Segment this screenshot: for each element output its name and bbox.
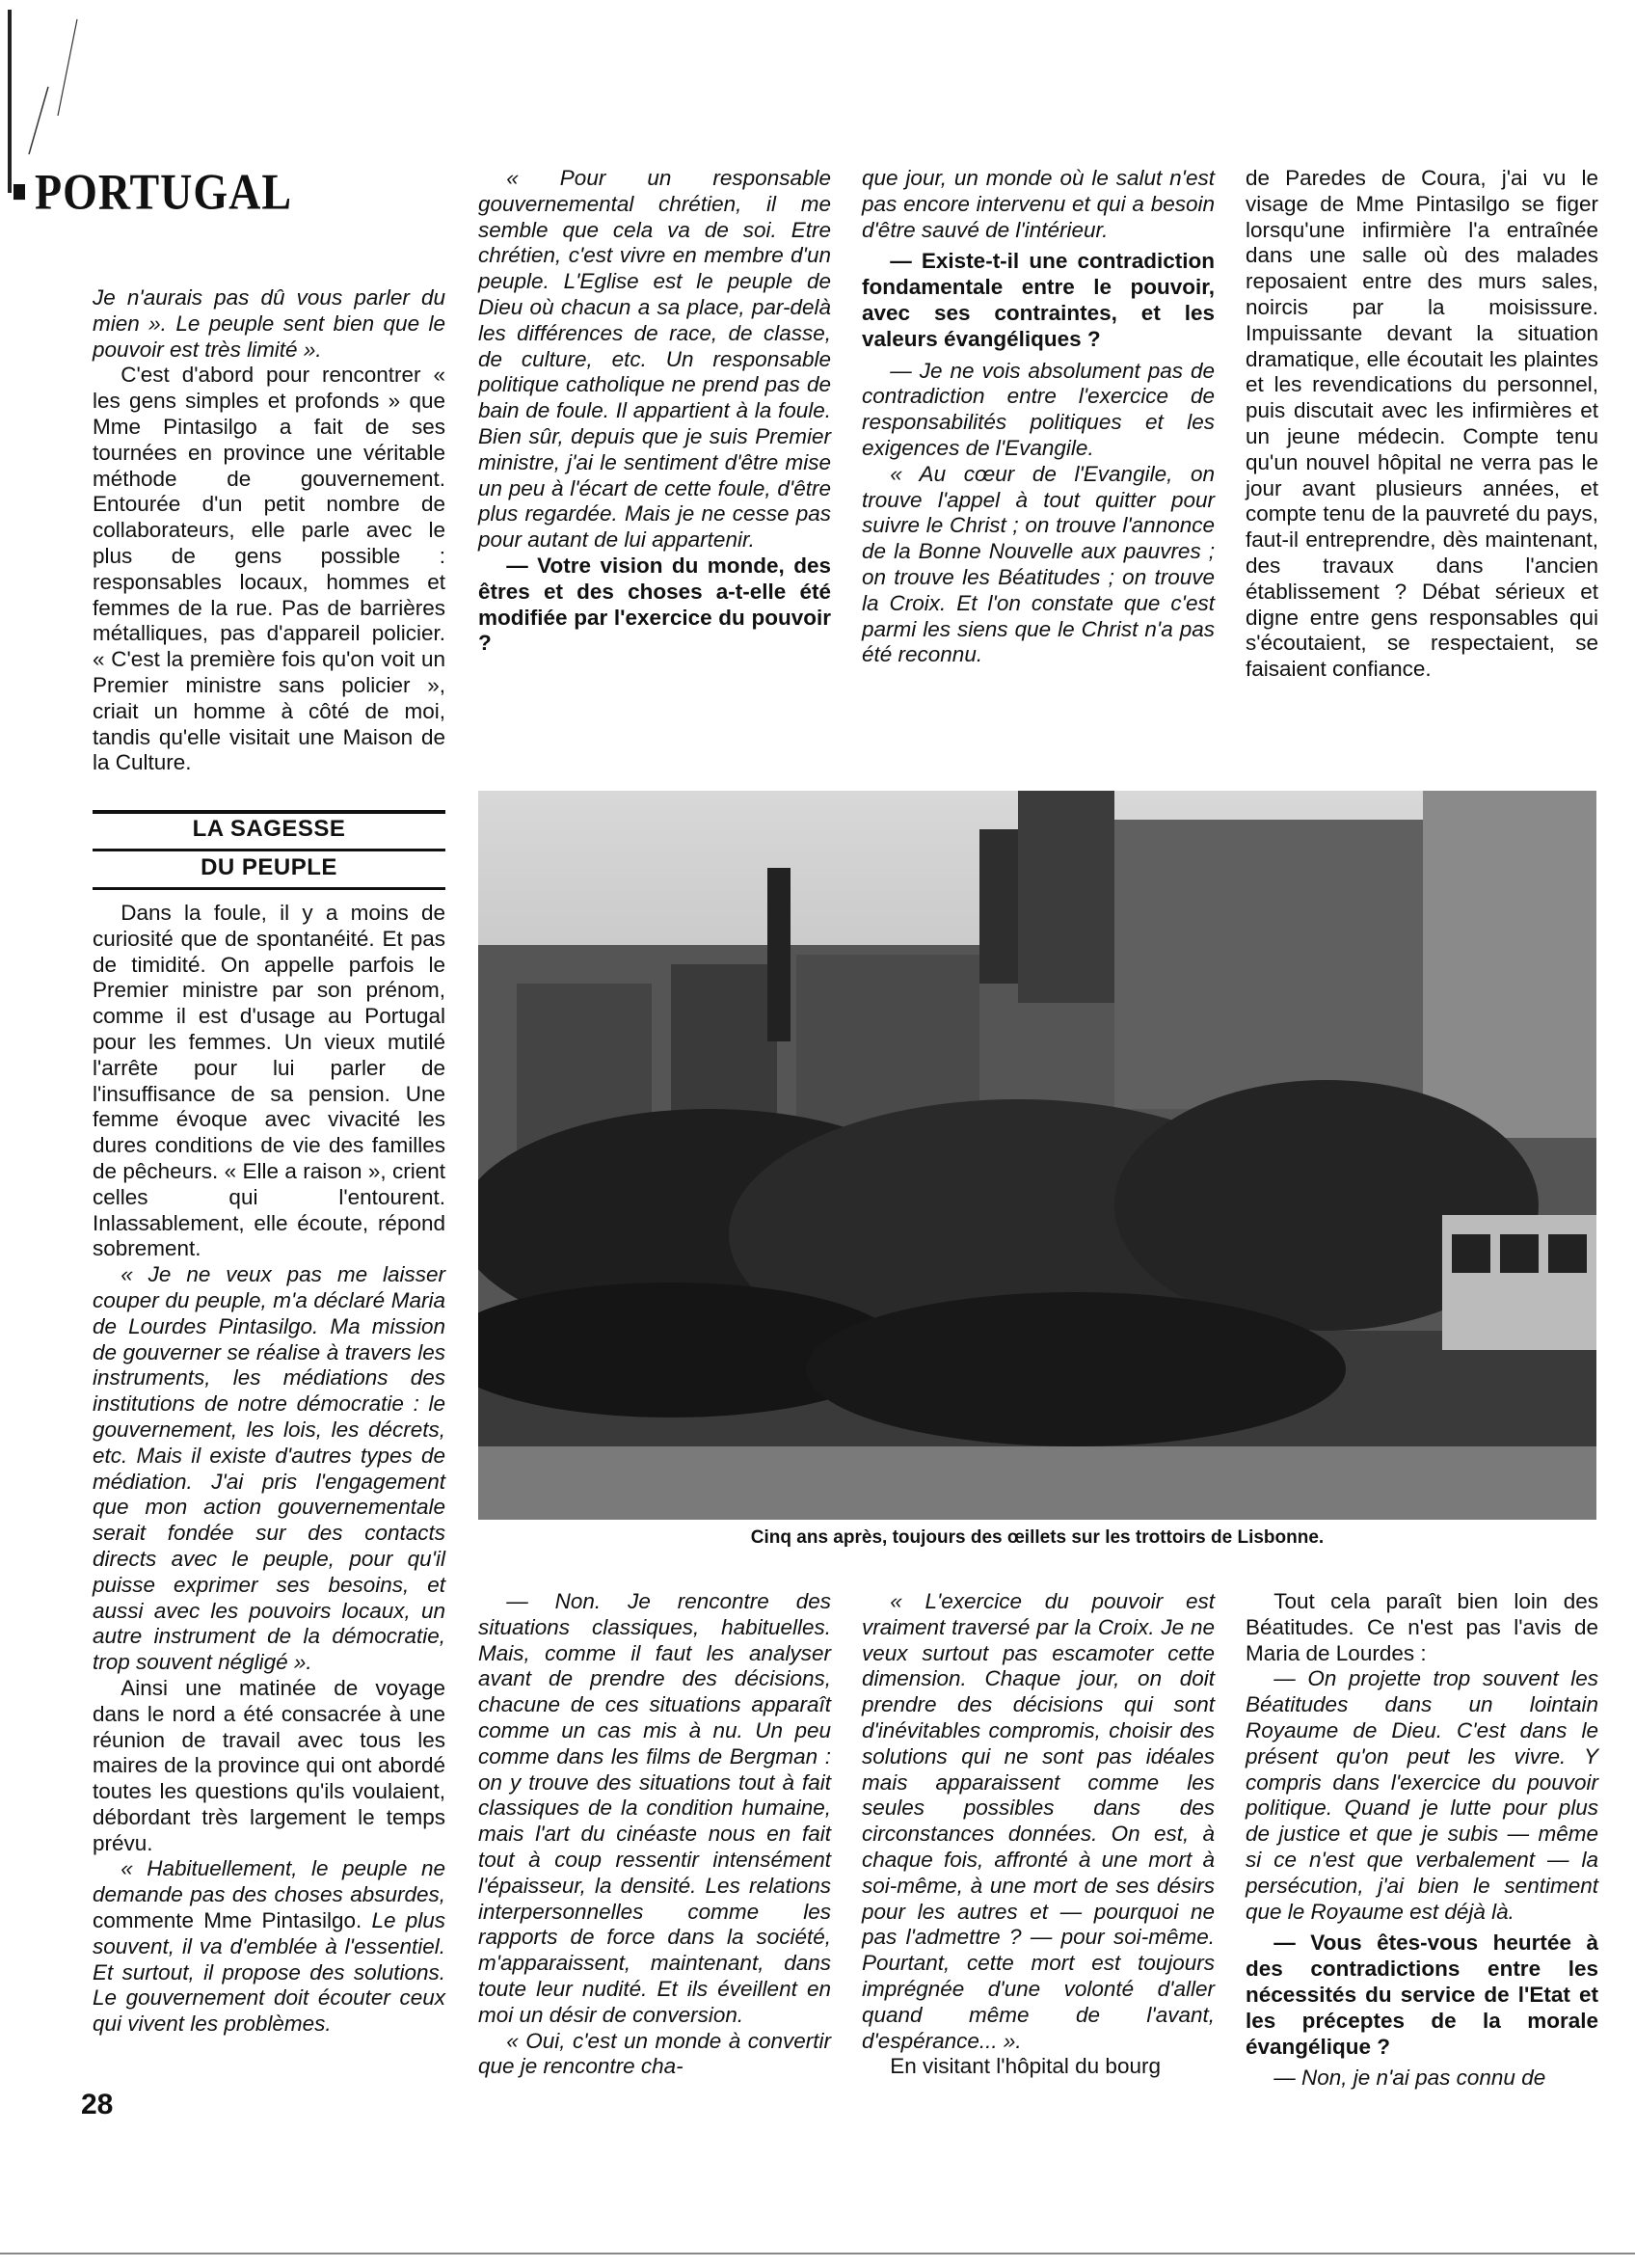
paragraph [93, 1856, 445, 2038]
paragraph: En visitant l'hôpital du bourg [890, 2054, 1161, 2079]
paragraph: « Oui, c'est un monde à convertir que je rencontre cha- [478, 2028, 831, 2079]
subhead-rule-mid [93, 849, 445, 851]
quote-part: Le plus souvent, il va d'emblée à l'essentiel. Et surtout, il propose des solutions. Le gouvernement doit écouter ceux qui vivent les problèmes. [93, 1908, 445, 2037]
column-3-bottom [862, 1589, 1215, 2080]
paragraph: — Je ne vois absolument pas de contradiction entre l'exercice de responsabilités politiques et les exigences de l'Evangile. [862, 358, 1215, 460]
interview-question: — Votre vision du monde, des êtres et des choses a-t-elle été modifiée par l'exercice du pouvoir ? [478, 553, 831, 656]
paragraph: Dans la foule, il y a moins de curiosité que de spontanéité. Et pas de timidité. On appelle parfois le Premier ministre par son prénom, comme il est d'usage au Portugal pour les femmes. Un vieux mutilé l'arrête pour lui parler de l'insuffisance de sa pension. Une femme évoque avec vivacité les dures conditions de vie des familles de pêcheurs. « Elle a raison », crient celles qui l'entourent. Inlassablement, elle écoute, répond sobrement. [93, 901, 445, 1261]
kicker-square-icon [13, 185, 25, 201]
page-number: 28 [81, 2089, 114, 2120]
paragraph: Je n'aurais pas dû vous parler du mien ». Le peuple sent bien que le pouvoir est très limité ». [93, 285, 445, 362]
column-4-bottom [1246, 1589, 1598, 2092]
column-4-top [1246, 166, 1598, 683]
paragraph: C'est d'abord pour rencontrer « les gens simples et profonds » que Mme Pintasilgo a fait de ses tournées en province une véritable méthode de gouvernement. Entourée d'un petit nombre de collaborateurs, elle parle avec le plus de gens possible : responsables locaux, hommes et femmes de la rue. Pas de barrières métalliques, pas d'appareil policier. « C'est la première fois qu'on voit un Premier ministre sans policier », criait un homme à côté de moi, tandis qu'elle visitait une Maison de la Culture. [93, 363, 445, 775]
photo-caption: Cinq ans après, toujours des œillets sur les trottoirs de Lisbonne. [750, 1527, 1325, 1548]
kicker-label: PORTUGAL [35, 163, 293, 220]
interview-question: — Vous êtes-vous heurtée à des contradictions entre les nécessités du service de l'Etat et les préceptes de la morale évangélique ? [1246, 1930, 1598, 2059]
column-3-top [862, 166, 1215, 668]
subhead-line-1: LA SAGESSE [192, 816, 346, 842]
subhead-rule-bottom [93, 887, 445, 890]
street-photo [478, 791, 1596, 1520]
photo-illustration [478, 791, 1596, 1520]
subhead-rule-top [93, 810, 445, 814]
bottom-scan-edge [0, 2253, 1635, 2254]
section-kicker [13, 162, 292, 221]
paragraph: que jour, un monde où le salut n'est pas encore intervenu et qui a besoin d'être sauvé de l'intérieur. [862, 166, 1215, 242]
column-2-bottom [478, 1589, 831, 2080]
paragraph: de Paredes de Coura, j'ai vu le visage de Mme Pintasilgo se figer lorsqu'une infirmière l'a entraînée dans une salle où des malades reposaient entre des murs sales, noircis par la moisissure. Impuissante devant la situation dramatique, elle écoutait les plaintes et les revendications du personnel, puis discutait avec les infirmières et un jeune médecin. Compte tenu qu'un nouvel hôpital ne verra pas le jour avant plusieurs années, et compte tenu de la pauvreté du pays, faut-il entreprendre, dès maintenant, des travaux dans l'ancien établissement ? Débat sérieux et digne entre gens responsables qui s'écoutaient, se respectaient, se faisaient confiance. [1246, 166, 1598, 682]
column-1-bottom [93, 901, 445, 2038]
paragraph: « Au cœur de l'Evangile, on trouve l'appel à tout quitter pour suivre le Christ ; on trouve l'annonce de la Bonne Nouvelle aux pauvres ; on trouve les Béatitudes ; on trouve la Croix. Et l'on constate que c'est parmi les siens que le Christ n'a pas été reconnu. [862, 461, 1215, 667]
paragraph: Tout cela paraît bien loin des Béatitudes. Ce n'est pas l'avis de Maria de Lourdes : [1246, 1589, 1598, 1665]
column-2-top [478, 166, 831, 657]
column-1-top [93, 285, 445, 776]
attribution: commente Mme Pintasilgo. [93, 1908, 372, 1933]
paragraph: — Non, je n'ai pas connu de [1273, 2066, 1546, 2091]
paragraph: — Non. Je rencontre des situations classiques, habituelles. Mais, comme il faut les analyser avant de prendre des décisions, chacune de ces situations apparaît comme un cas mis à nu. Un peu comme dans les films de Bergman : on y trouve des situations tout à fait classiques de la condition humaine, mais l'art du cinéaste nous en fait tout à coup ressentir intensément l'épaisseur, la densité. Les relations interpersonnelles comme les rapports de force dans la société, m'apparaissent, maintenant, dans toute leur nudité. Et ils éveillent en moi un désir de conversion. [478, 1589, 831, 2027]
paragraph: « L'exercice du pouvoir est vraiment traversé par la Croix. Je ne veux surtout pas escamoter cette dimension. Chaque jour, on doit prendre des décisions qui sont d'inévitables compromis, choisir des solutions qui ne sont pas idéales mais apparaissent comme les seules possibles dans des circonstances données. On est, à chaque fois, affronté à une mort à soi-même, à une mort de ses désirs pour les autres et — pourquoi ne pas l'admettre ? — pour soi-même. Pourtant, cette mort est toujours imprégnée d'une volonté d'aller quand même de l'avant, d'espérance... ». [862, 1589, 1215, 2053]
paragraph: — On projette trop souvent les Béatitudes dans un lointain Royaume de Dieu. C'est dans le présent qu'on peut les vivre. Y compris dans l'exercice du pouvoir politique. Quand je lutte pour plus de justice et que je subis — même si ce n'est que verbalement — la persécution, j'ai bien le sentiment que le Royaume est déjà là. [1246, 1666, 1598, 1924]
paragraph: « Pour un responsable gouvernemental chrétien, il me semble que cela va de soi. Etre chrétien, c'est vivre en membre d'un peuple. L'Eglise est le peuple de Dieu où chacun a sa place, par-delà les différences de race, de classe, de culture, etc. Un responsable politique catholique ne prend pas de bain de foule. Il appartient à la foule. Bien sûr, depuis que je suis Premier ministre, j'ai le sentiment d'être mise un peu à l'écart de cette foule, d'être plus regardée. Mais je ne cesse pas pour autant de lui appartenir. [478, 166, 831, 553]
quote-part: « Habituellement, le peuple ne demande pas des choses absurdes, [93, 1856, 445, 1907]
interview-question: — Existe-t-il une contradiction fondamentale entre le pouvoir, avec ses contraintes, et les valeurs évangéliques ? [862, 249, 1215, 351]
paragraph: Ainsi une matinée de voyage dans le nord a été consacrée à une réunion de travail avec tous les maires de la province qui ont abordé toutes les questions qu'ils voulaient, débordant très largement le temps prévu. [93, 1675, 445, 1855]
paragraph: « Je ne veux pas me laisser couper du peuple, m'a déclaré Maria de Lourdes Pintasilgo. Ma mission de gouverner se réalise à travers les instruments, les médiations des institutions de notre démocratie : le gouvernement, les lois, les décrets, etc. Mais il existe d'autres types de médiation. J'ai pris l'engagement que mon action gouvernementale serait fondée sur des contacts directs avec le peuple, pour qu'il puisse exprimer ses besoins, et aussi avec les pouvoirs locaux, un autre instrument de la démocratie, trop souvent négligé ». [93, 1262, 445, 1675]
subhead-line-2: DU PEUPLE [201, 854, 337, 880]
